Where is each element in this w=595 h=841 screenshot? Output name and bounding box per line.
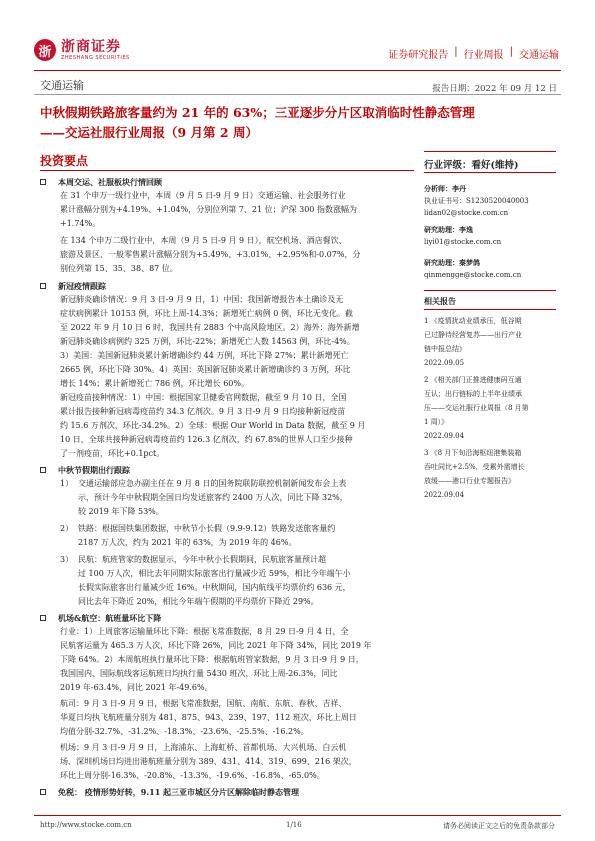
- sidebar-top-divider: [424, 151, 556, 152]
- bullet-heading: 中秋节假期出行跟踪: [40, 463, 412, 477]
- main-content: [40, 175, 412, 799]
- logo-mark: 浙: [34, 39, 56, 61]
- checkbox-bullet-icon: [40, 179, 46, 185]
- checkbox-bullet-icon: [40, 467, 46, 473]
- bullet-heading: 新冠疫情跟踪: [40, 279, 412, 293]
- bullet-heading: 免税： 疫情形势好转，9.11 起三亚市城区分片区解除临时静态管理: [40, 785, 412, 799]
- analyst-email[interactable]: lidan02@stocke.com.cn: [424, 209, 509, 217]
- nav-report-kind: 行业周报: [463, 50, 504, 61]
- related-reports-heading: 相关报告: [424, 296, 456, 306]
- page-number: 1/16: [286, 821, 302, 829]
- logo-name-cn: 浙商证券: [61, 38, 121, 55]
- company-logo: [34, 39, 130, 61]
- industry-divider: [34, 94, 561, 95]
- section-divider: [40, 170, 414, 171]
- footer-divider: [34, 815, 561, 816]
- paragraph: 航司：9 月 3 日-9 月 9 日，根据飞常准数据，国航、南航、东航、春秋、吉祥、 华夏日均执飞航班量分别为 481、875、943、239、197、112 班次，环比上周日 均值分别-32.7%、-31.2%、-18.3%、-23.6%、-25.5%、-16.2%。: [60, 699, 357, 736]
- nav-industry: 交通运输: [519, 50, 559, 61]
- paragraph: 在 134 个申万二级行业中，本周（9 月 5 日-9 月 9 日），航空机场、酒店餐饮、 旅游及景区、一般零售累计涨幅分别为+5.49%、+3.01%、+2.95%和-0.07%，分 别位列第 15、35、38、87 位。: [60, 236, 361, 273]
- bullet-heading: 机场&航空：航班量环比下降: [40, 611, 412, 625]
- research-assistant-block: 研究助理：李逸 liyi01@stocke.com.cn: [424, 225, 502, 246]
- checkbox-bullet-icon: [40, 283, 46, 289]
- logo-name-en: ZHESHANG SECURITIES: [61, 54, 130, 61]
- checkbox-bullet-icon: [40, 789, 46, 795]
- related-report-item[interactable]: 3 《8 月下旬沿海枢纽港集装箱 吞吐同比+2.5%，受累外需增长 放缓——港口行业专题报告》 2022.09.04: [424, 446, 558, 502]
- report-category-nav: [388, 46, 559, 61]
- related-reports-list: [424, 314, 558, 502]
- section-heading: 投资要点: [40, 154, 89, 168]
- nav-separator: |: [509, 46, 513, 57]
- related-report-item[interactable]: 1 《疫情扰动业绩承压，低谷期 已过静待经营复苏——出行产业 链中报总结》 2022.09.05: [424, 314, 558, 370]
- report-title: [40, 103, 475, 143]
- analyst-block: 分析师：李丹 执业证书号：S1230520040003 lidan02@stocke.com.cn: [424, 184, 529, 217]
- assistant-email[interactable]: qinmengge@stocke.com.cn: [424, 271, 522, 279]
- related-divider: [424, 290, 556, 291]
- footer-disclaimer: 请务必阅读正文之后的免责条款部分: [443, 822, 555, 830]
- industry-label: 交通运输: [40, 79, 84, 92]
- related-report-date: 2022.09.04: [424, 491, 465, 499]
- assistant-email[interactable]: liyi01@stocke.com.cn: [424, 238, 502, 246]
- paragraph: 机场：9 月 3 日-9 月 9 日，上海浦东、上海虹桥、首都机场、大兴机场、白云机 场、深圳机场日均进出港航班量分别为 389、431、414、319、699、216 架次， 环比上周分别-16.3%、-20.8%、-13.3%、-19.6%、-16.8%、-65.0%。: [60, 743, 357, 780]
- nav-report-type: 证券研究报告: [388, 50, 449, 61]
- related-heading-divider: [424, 309, 556, 310]
- numbered-item: 3） 民航：航班管家的数据显示，今年中秋小长假期间，民航旅客量预计超 过 100 万人次，相比去年同期实际旅客出行量减少近 59%，相比今年端午小 长假实际旅客出行量减少近 16%。中秋期间，国内航线平均票价约 636 元， 同比去年下降近 20%，相比今年端午假期的平均票价下降近 29%。: [60, 555, 351, 606]
- numbered-item: 1） 交通运输部应急办副主任在 9 月 8 日的国务院联防联控机制新闻发布会上表 示，预计今年中秋假期全国日均发送旅客约 2400 万人次，同比下降 32%， 较 2019 年下降 53%。: [60, 479, 348, 516]
- related-report-item[interactable]: 2 《相关部门正推进健康码互通 互认；出行链标的上半年业绩承 压——交运社服行业周报（8 月第 1 周）》 2022.09.04: [424, 373, 558, 443]
- title-line-1: 中秋假期铁路旅客量约为 21 年的 63%；三亚逐步分片区取消临时性静态管理: [40, 105, 475, 120]
- report-date: 报告日期：2022 年 09 月 12 日: [432, 84, 557, 94]
- footer-url[interactable]: http://www.stocke.com.cn: [40, 821, 132, 829]
- bullet-heading: 本周交运、社服板块行情回顾: [40, 175, 412, 189]
- paragraph: 行业：1）上周旅客运输量环比下降：根据飞常准数据，8 月 29 日-9 月 4 日，全 民航客运量为 465.3 万人次，环比下降 26%，同比 2021 年下降 34%，同比 2019 年 下降 64%。2）本周航班执行量环比下降：根据航班管家数据，9 月 3 日-9 月 9 日， 我国国内、国际航线客运航班日均执行量 5430 班次，环比上周-26.3%，同比 2019 年-63.4%，同比 2021 年-49.6%。: [60, 627, 372, 692]
- industry-rating: 行业评级：看好(维持): [424, 160, 519, 171]
- research-assistant-block: 研究助理：秦梦鸽 qinmengge@stocke.com.cn: [424, 258, 522, 279]
- numbered-item: 2） 铁路：根据国铁集团数据，中秋节小长假（9.9-9.12）铁路发送旅客量约 2187 万人次，约为 2021 年的 63%，为 2019 年的 46%。: [60, 524, 336, 547]
- checkbox-bullet-icon: [40, 615, 46, 621]
- paragraph: 新冠疫苗接种情况：1）中国：根据国家卫健委官网数据，截至 9 月 10 日，全国 累计报告接种新冠病毒疫苗约 34.3 亿剂次。9 月 3 日-9 月 9 日均接种新冠疫苗 约 15.6 万剂次，环比-34.2%。2）全球：根据 Our World in Data 数据，截至 9 月 10 日，全球共接种新冠病毒疫苗约 126.3 亿剂次，约 67.8%的世界人口至少接种 了一剂疫苗，环比+0.1pct。: [60, 393, 366, 458]
- related-report-date: 2022.09.04: [424, 432, 465, 440]
- nav-separator: |: [454, 46, 458, 57]
- related-report-date: 2022.09.05: [424, 359, 465, 367]
- title-line-2: ——交运社服行业周报（9 月第 2 周）: [40, 125, 258, 140]
- header-divider: [34, 70, 561, 71]
- paragraph: 新冠肺炎确诊情况：9 月 3 日-9 月 9 日，1）中国：我国新增报告本土确诊及无 症状病例累计 10153 例，环比上周-14.3%；新增死亡病例 0 例，环比无变化。截 至 2022 年 9 月 10 日 6 时，我国共有 2883 个中高风险地区。2）海外：海外新增 新冠肺炎确诊病例约 325 万例，环比-22%；新增死亡人数 14563 例，环比-4%。 3）美国：美国新冠肺炎累计新增确诊约 44 万例，环比下降 27%；累计新增死亡 2665 例，环比下降 30%。4）英国：英国新冠肺炎累计新增确诊约 3 万例，环比 增长 14%；累计新增死亡 786 例，环比增长 60%。: [60, 295, 360, 388]
- paragraph: 在 31 个申万一级行业中，本周（9 月 5 日-9 月 9 日）交通运输、社会服务行业 累计涨幅分别为+4.19%、+1.04%，分别位列第 7、21 位；沪深 300 指数涨幅为 +1.74%。: [60, 191, 357, 228]
- rating-divider: [424, 172, 556, 173]
